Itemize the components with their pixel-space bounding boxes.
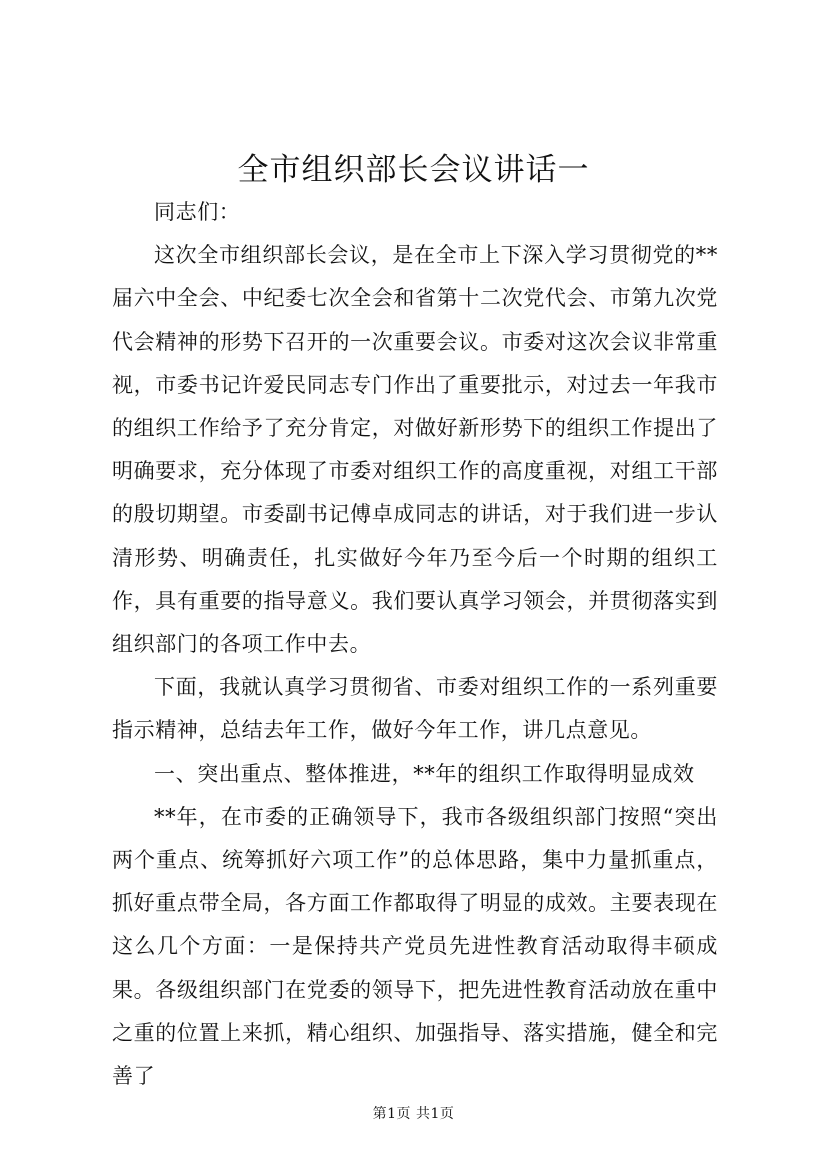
body-paragraph: 下面，我就认真学习贯彻省、市委对组织工作的一系列重要指示精神，总结去年工作，做好今年工作，讲几点意见。 <box>112 675 718 743</box>
page-footer: 第1页 共1页 <box>372 1106 455 1122</box>
salutation-paragraph: 同志们： <box>154 200 241 224</box>
body-paragraph: **年，在市委的正确领导下，我市各级组织部门按照“突出两个重点、统筹抓好六项工作”的总体思路，集中力量抓重点，抓好重点带全局，各方面工作都取得了明显的成效。主要表现在这么几个方面：一是保持共产党员先进性教育活动取得丰硕成果。各级组织部门在党委的领导下，把先进性教育活动放在重中之重的位置上来抓，精心组织、加强指导、落实措施，健全和完善了 <box>112 804 718 1089</box>
document-body <box>112 191 718 1098</box>
section-heading: 一、突出重点、整体推进，**年的组织工作取得明显成效 <box>154 761 695 786</box>
body-paragraph: 这次全市组织部长会议，是在全市上下深入学习贯彻党的**届六中全会、中纪委七次全会和省第十二次党代会、市第九次党代会精神的形势下召开的一次重要会议。市委对这次会议非常重视，市委书记许爱民同志专门作出了重要批示，对过去一年我市的组织工作给予了充分肯定，对做好新形势下的组织工作提出了明确要求，充分体现了市委对组织工作的高度重视，对组工干部的殷切期望。市委副书记傅卓成同志的讲话，对于我们进一步认清形势、明确责任，扎实做好今年乃至今后一个时期的组织工作，具有重要的指导意义。我们要认真学习领会，并贯彻落实到组织部门的各项工作中去。 <box>112 243 718 657</box>
document-title: 全市组织部长会议讲话一 <box>237 152 590 188</box>
